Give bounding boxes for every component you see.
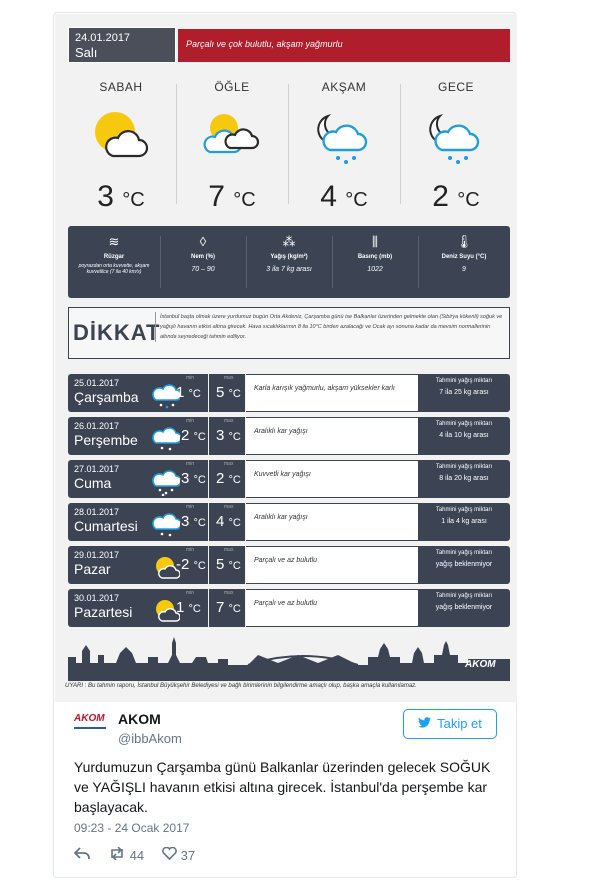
- forecast-day-name: Perşembe: [74, 432, 138, 448]
- period-name: ÖĞLE: [214, 80, 250, 94]
- forecast-description: Karla karışık yağmurlu, akşam yüksekler karlı: [246, 374, 418, 412]
- avatar-logo-text: AKOM: [74, 713, 105, 724]
- forecast-min-temp: 1 °C: [176, 384, 201, 401]
- avatar-underline: [74, 727, 106, 729]
- reply-icon[interactable]: [74, 847, 90, 863]
- forecast-row: [68, 546, 510, 584]
- forecast-date: 27.01.2017: [74, 464, 120, 474]
- retweet-icon: [108, 848, 130, 863]
- rain-value: 8 ila 20 kg arası: [439, 475, 489, 482]
- forecast-description: Aralıklı kar yağışı: [246, 417, 418, 455]
- istanbul-skyline-graphic: [68, 633, 510, 681]
- stats-bar: [68, 226, 510, 298]
- dikkat-text: İstanbul başta olmak üzere yurdumuz bugün Orta Akdeniz, Çarşamba günü ise Balkanlar üzerinden gelmekte olan (Sibirya kökenli) soğuk ve yağışlı havanın etkisi altına girecek. Hava sıcaklıklarının 8 ila 10°C birden azalacağı ve Ocak ayı sonuna kadar da mevsim normallerinin altında seyredeceği tahmin ediliyor.: [155, 312, 505, 342]
- akom-logo: AKOM: [465, 659, 496, 670]
- rain-value: yağış beklenmiyor: [435, 604, 493, 611]
- forecast-day-name: Cuma: [74, 475, 112, 491]
- period-temp: 2 °C: [432, 180, 480, 213]
- forecast-date: 30.01.2017: [74, 593, 120, 603]
- min-label: min: [186, 375, 195, 381]
- forecast-day-name: Pazar: [74, 561, 111, 577]
- stat-label: Yağış (kg/m²): [270, 254, 308, 260]
- retweet-count: 44: [129, 848, 145, 863]
- forecast-date: 25.01.2017: [74, 378, 120, 388]
- forecast-rain-box: [418, 546, 510, 584]
- forecast-row: [68, 417, 510, 455]
- stat-value: 3 ila 7 kg arası: [266, 266, 312, 273]
- period-name: GECE: [437, 80, 474, 94]
- stat-value: 9: [462, 266, 466, 273]
- min-label: min: [186, 461, 195, 467]
- moon-rain-cloud-icon: [314, 108, 374, 168]
- forecast-description: Parçalı ve az bulutlu: [246, 546, 418, 584]
- period-temp: 4 °C: [320, 180, 368, 213]
- min-label: min: [186, 547, 195, 553]
- summary-bar: Parçalı ve çok bulutlu, akşam yağmurlu: [178, 29, 510, 62]
- avatar[interactable]: [74, 713, 114, 753]
- stat-sea: [418, 226, 510, 298]
- stat-label: Deniz Suyu (°C): [441, 254, 487, 260]
- forecast-min-temp: -3 °C: [176, 513, 206, 530]
- stat-humidity: [160, 226, 246, 298]
- stat-value: 1022: [367, 266, 383, 273]
- rain-value: 1 ila 4 kg arası: [441, 518, 487, 525]
- pressure-icon: ⫼: [372, 234, 378, 249]
- stat-precip: [246, 226, 332, 298]
- forecast-max-temp: 5 °C: [216, 384, 241, 401]
- stat-pressure: [332, 226, 418, 298]
- max-label: max: [224, 418, 234, 424]
- drop-icon: ◊: [199, 234, 207, 249]
- header-date: 24.01.2017: [75, 32, 131, 44]
- forecast-max-temp: 4 °C: [216, 513, 241, 530]
- raindrops-icon: ⁂: [282, 234, 296, 249]
- header-weekday: Salı: [75, 45, 98, 60]
- rain-value: 4 ila 10 kg arası: [439, 432, 489, 439]
- rain-label: Tahmini yağış miktarı: [435, 421, 493, 427]
- min-label: min: [186, 418, 195, 424]
- forecast-day-name: Cumartesi: [74, 518, 138, 534]
- follow-button[interactable]: [403, 709, 497, 739]
- forecast-row: [68, 374, 510, 412]
- account-name[interactable]: AKOM: [118, 711, 161, 727]
- dikkat-label: DİKKAT: [73, 320, 161, 345]
- stat-label: Rüzgar: [103, 254, 125, 260]
- forecast-row: [68, 589, 510, 627]
- forecast-min-temp: -2 °C: [176, 556, 206, 573]
- rain-value: yağış beklenmiyor: [435, 561, 493, 568]
- max-label: max: [224, 590, 234, 596]
- forecast-rain-box: [418, 503, 510, 541]
- forecast-min-temp: 1 °C: [176, 599, 201, 616]
- like-button[interactable]: [162, 847, 195, 863]
- tweet-card: [53, 12, 517, 878]
- weather-infographic[interactable]: [55, 14, 517, 702]
- sun-cloud-icon: [91, 108, 151, 168]
- heart-icon: [162, 848, 181, 863]
- like-count: 37: [180, 848, 196, 863]
- rain-label: Tahmini yağış miktarı: [435, 550, 493, 556]
- stat-label: Nem (%): [190, 254, 215, 260]
- forecast-min-temp: -3 °C: [176, 470, 206, 487]
- period-temp: 3 °C: [97, 180, 145, 213]
- twitter-bird-icon: [418, 716, 431, 731]
- forecast-max-temp: 7 °C: [216, 599, 241, 616]
- date-box: [68, 27, 176, 63]
- sun-clouds-icon: [202, 108, 262, 168]
- period-gece: [400, 80, 512, 213]
- min-label: min: [186, 504, 195, 510]
- forecast-rain-box: [418, 589, 510, 627]
- rain-label: Tahmini yağış miktarı: [435, 464, 493, 470]
- moon-rain-cloud-icon: [426, 108, 486, 168]
- max-label: max: [224, 504, 234, 510]
- forecast-description: Kuvvetli kar yağışı: [246, 460, 418, 498]
- forecast-min-temp: -2 °C: [176, 427, 206, 444]
- warning-text: UYARI : Bu tahmin raporu, İstanbul Büyükşehir Belediyesi ve bağlı birimlerinin bilgilendirme amaçlı olup, başka amaçla kullanılamaz.: [65, 683, 417, 689]
- forecast-day-name: Çarşamba: [74, 389, 139, 405]
- tweet-text: Yurdumuzun Çarşamba günü Balkanlar üzerinden gelecek SOĞUK ve YAĞIŞLI havanın etkisi altına girecek. İstanbul'da perşembe kar başlayacak.: [74, 759, 491, 815]
- tweet-timestamp[interactable]: 09:23 - 24 Ocak 2017: [74, 821, 190, 835]
- forecast-description: Parçalı ve az bulutlu: [246, 589, 418, 627]
- stat-value: poyrazdan orta kuvvette, akşam kuvvetlice (7 ila 40 km/s): [78, 263, 150, 275]
- rain-label: Tahmini yağış miktarı: [435, 378, 493, 384]
- max-label: max: [224, 375, 234, 381]
- forecast-date: 28.01.2017: [74, 507, 120, 517]
- follow-label: Takip et: [437, 716, 482, 731]
- period-temp: 7 °C: [208, 180, 256, 213]
- rain-label: Tahmini yağış miktarı: [435, 593, 493, 599]
- stat-wind: [68, 226, 160, 298]
- forecast-day-name: Pazartesi: [74, 604, 133, 620]
- period-name: SABAH: [99, 80, 143, 94]
- period-aksam: [288, 80, 400, 213]
- forecast-row: [68, 503, 510, 541]
- stat-value: 70 – 90: [191, 266, 215, 273]
- forecast-rain-box: [418, 417, 510, 455]
- forecast-date: 26.01.2017: [74, 421, 120, 431]
- stat-label: Basınç (mb): [357, 254, 393, 260]
- period-sabah: [65, 80, 177, 213]
- rain-label: Tahmini yağış miktarı: [435, 507, 493, 513]
- rain-value: 7 ila 25 kg arası: [439, 389, 489, 396]
- thermometer-water-icon: 🌡: [455, 234, 473, 249]
- period-ogle: [176, 80, 288, 213]
- forecast-date: 29.01.2017: [74, 550, 120, 560]
- max-label: max: [224, 461, 234, 467]
- wind-icon: ≋: [108, 234, 120, 249]
- dikkat-box: [68, 307, 510, 359]
- max-label: max: [224, 547, 234, 553]
- min-label: min: [186, 590, 195, 596]
- forecast-rain-box: [418, 374, 510, 412]
- period-name: AKŞAM: [321, 80, 367, 94]
- forecast-max-temp: 2 °C: [216, 470, 241, 487]
- forecast-max-temp: 5 °C: [216, 556, 241, 573]
- forecast-max-temp: 3 °C: [216, 427, 241, 444]
- forecast-row: [68, 460, 510, 498]
- retweet-button[interactable]: [108, 847, 144, 863]
- forecast-rain-box: [418, 460, 510, 498]
- forecast-description: Aralıklı kar yağışı: [246, 503, 418, 541]
- account-handle[interactable]: @ibbAkom: [118, 731, 182, 746]
